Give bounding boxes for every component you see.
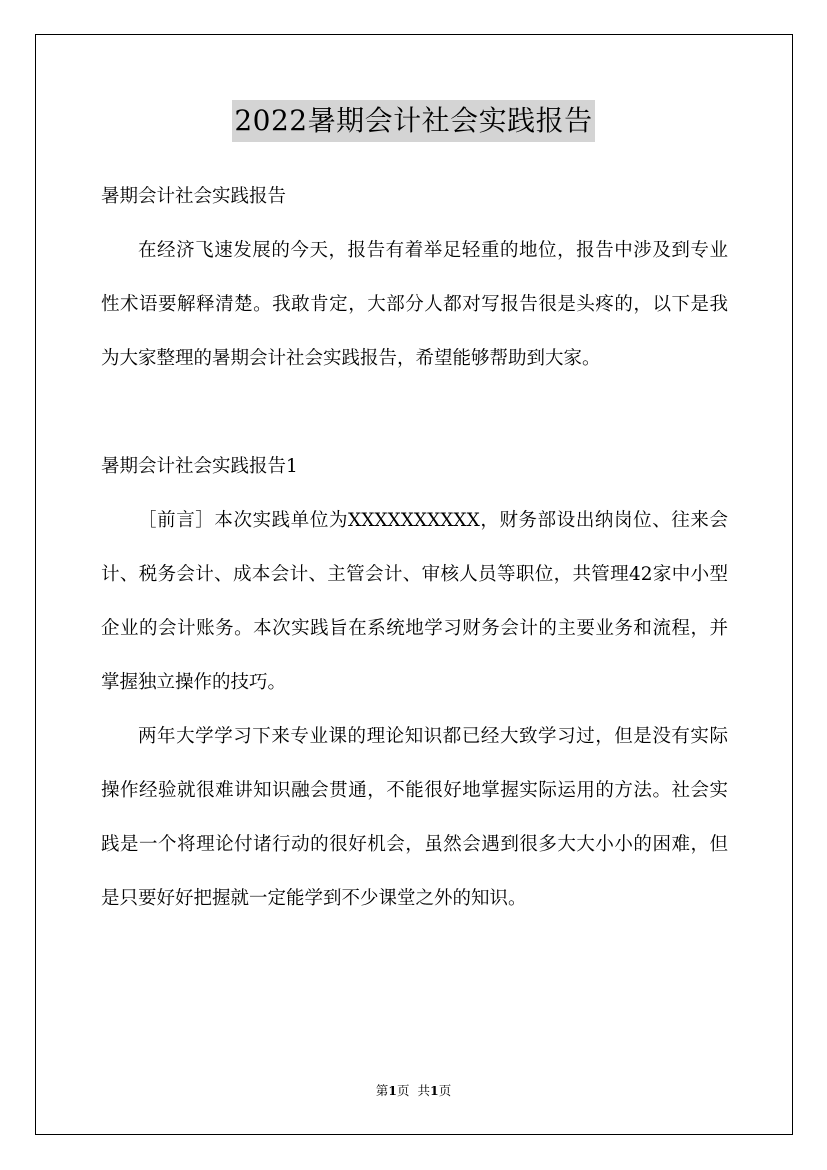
document-subtitle: 暑期会计社会实践报告	[101, 186, 287, 207]
intro-paragraph: 在经济飞速发展的今天，报告有着举足轻重的地位，报告中涉及到专业性术语要解释清楚。我敢肯定，大部分人都对写报告很是头疼的，以下是我为大家整理的暑期会计社会实践报告，希望能够帮助到大家。	[101, 240, 728, 369]
paragraph-spacer	[101, 386, 728, 440]
footer-page-number: 1	[388, 1083, 397, 1098]
footer-page-suffix: 页	[397, 1083, 410, 1098]
body-paragraph-1: ［前言］本次实践单位为XXXXXXXXXX，财务部设出纳岗位、往来会计、税务会计、成本会计、主管会计、审核人员等职位，共管理42家中小型企业的会计账务。本次实践旨在系统地学习财务会计的主要业务和流程，并掌握独立操作的技巧。	[101, 510, 728, 693]
document-title: 2022暑期会计社会实践报告	[232, 100, 594, 142]
title-container	[0, 100, 827, 142]
section-heading: 暑期会计社会实践报告1	[101, 456, 298, 477]
footer-page-prefix: 第	[375, 1083, 389, 1098]
footer-total-prefix: 共	[417, 1083, 430, 1098]
footer-total-number: 1	[429, 1083, 439, 1098]
document-body	[101, 170, 728, 926]
page-footer	[0, 1082, 827, 1100]
body-paragraph-2: 两年大学学习下来专业课的理论知识都已经大致学习过，但是没有实际操作经验就很难讲知识融会贯通，不能很好地掌握实际运用的方法。社会实践是一个将理论付诸行动的很好机会，虽然会遇到很多大大小小的困难，但是只要好好把握就一定能学到不少课堂之外的知识。	[101, 726, 728, 909]
footer-total-suffix: 页	[438, 1083, 452, 1098]
